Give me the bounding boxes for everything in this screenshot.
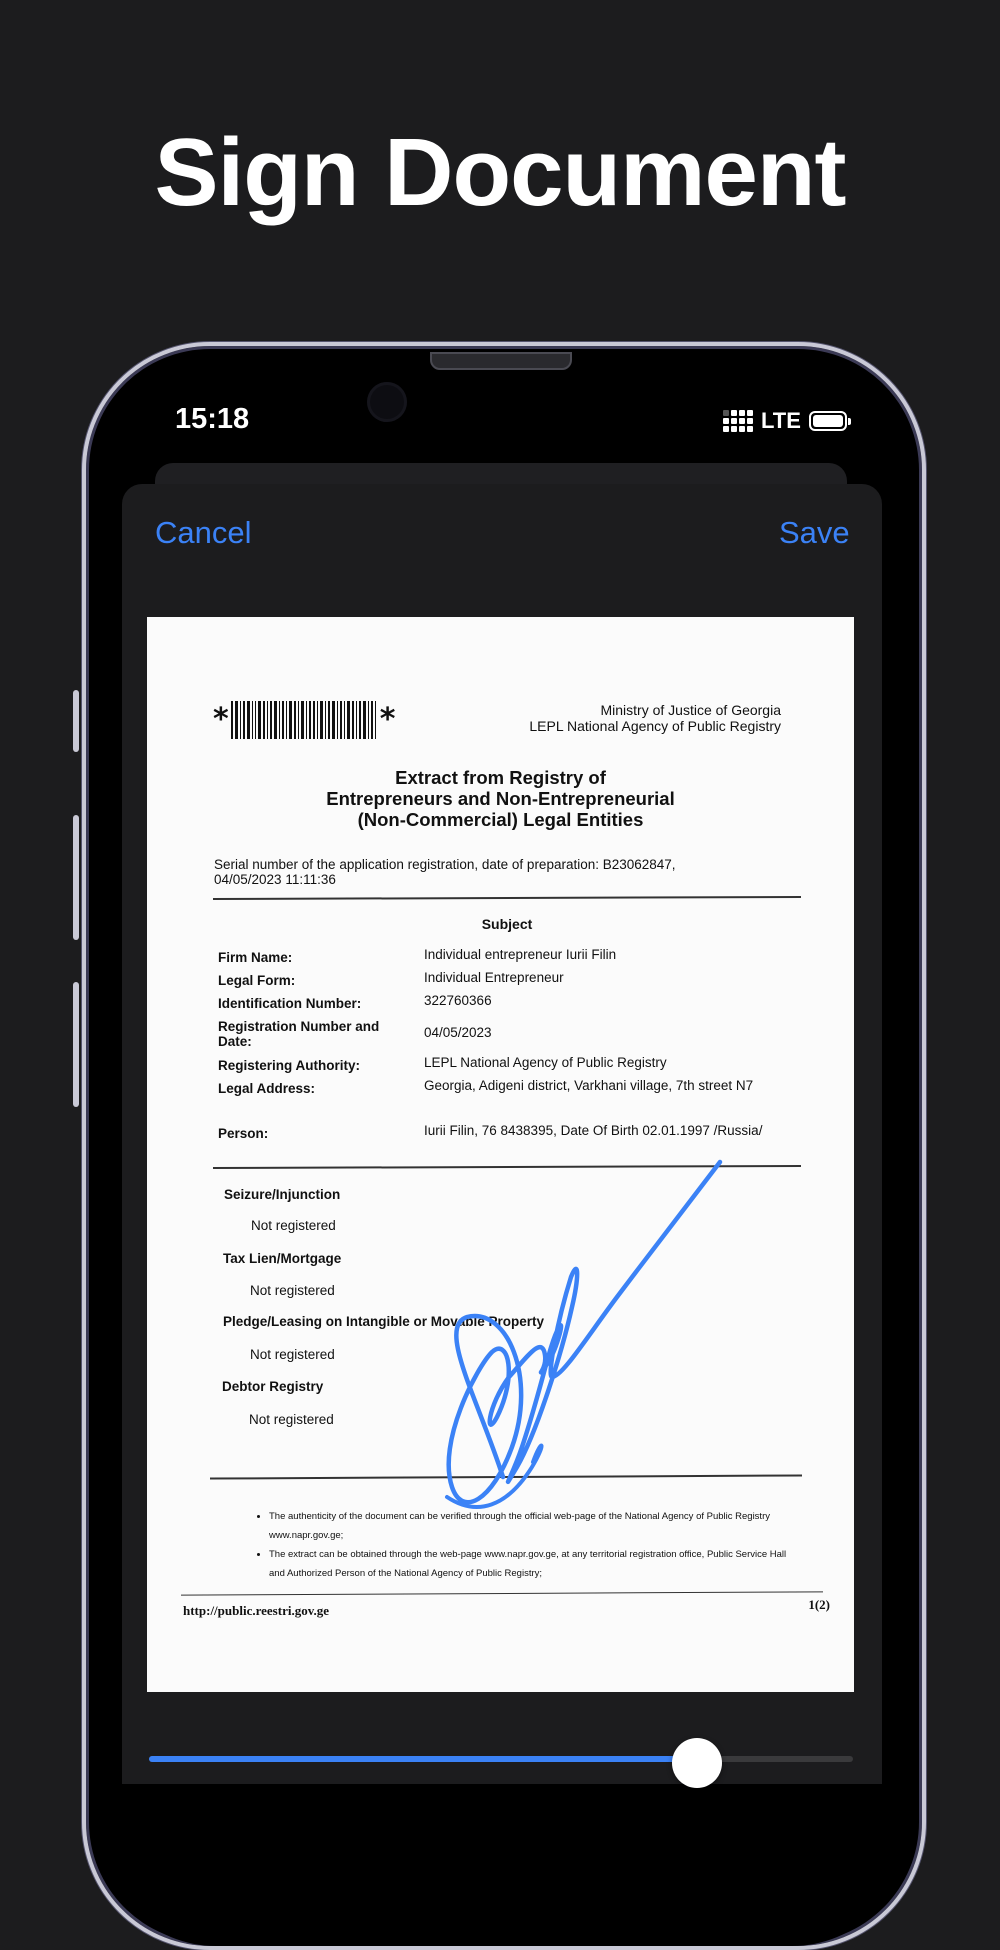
slider-fill [149, 1756, 697, 1762]
issuer-block [529, 702, 781, 734]
slider-thumb[interactable] [672, 1738, 722, 1788]
section-status: Not registered [251, 1218, 336, 1233]
section-status: Not registered [250, 1347, 335, 1362]
cancel-button[interactable]: Cancel [155, 515, 252, 550]
status-indicators [723, 408, 847, 434]
stroke-width-slider[interactable] [149, 1752, 853, 1762]
page-number: 1(2) [808, 1597, 830, 1612]
notes-list [229, 1507, 819, 1583]
divider [181, 1591, 823, 1595]
section-heading: Debtor Registry [222, 1379, 324, 1394]
document-title: Extract from Registry of Entrepreneurs and Non-Entrepreneurial (Non-Commercial) Legal Entities [326, 767, 675, 830]
section-status: Not registered [249, 1412, 334, 1427]
section-status: Not registered [250, 1283, 335, 1298]
status-time: 15:18 [175, 403, 250, 435]
list-item: • The extract can be obtained through the web-page www.napr.gov.ge, at any territorial registration office, Public Service Hall and Authorized Person of the National Agency of Public Registry; [269, 1545, 819, 1583]
save-button[interactable]: Save [779, 515, 850, 550]
issuer-line: Ministry of Justice of Georgia [600, 702, 781, 718]
divider [210, 1474, 802, 1479]
divider [213, 1165, 801, 1169]
list-item: • The authenticity of the document can be verified through the official web-page of the National Agency of Public Registry www.napr.gov.ge; [269, 1507, 819, 1545]
promo-headline: Sign Document [154, 119, 846, 226]
phone-volume-up-button [73, 815, 79, 940]
signal-icon [723, 410, 753, 432]
section-heading: Tax Lien/Mortgage [223, 1251, 342, 1266]
section-heading: Seizure/Injunction [224, 1187, 341, 1202]
earpiece-speaker [430, 352, 572, 370]
document-preview[interactable]: * * Ministry of Justice of Georgia LEPL National Agency of Public Registry Extract from Registry of Entrepreneurs and Non-Entrepreneurial (Non-Commercial) Legal Entities Serial number of the application registration, date of preparation: B23062847, 04/05/2023 11:11:36 Subject Firm Name: Individual entrepreneur Iurii Filin Legal Form: Individual Entrepreneur Identification Number: 322760366 Registration Number and Date: 04/05/2023 Registering Authority: LEPL National Agency of Public Registry Legal Address: Georgia, Adigeni district, Varkhani village, 7th street N7 Person: Iurii Filin, 76 8438395, Date Of Birth 02.01.1997 /Russia/ Seizure/Injunction Not registered Tax Lien/Mortgage Not registered Pledge/Leasing on Intangible or Movable Property Not registered Debtor Registry Not registered • The authenticity of the document can be verified through the official web-page of the National Agency of Public Registry www.napr.gov.ge; • The extract can be obtained through the web-page www.napr.gov.ge, at any territorial registration office, Public Service Hall and Authorized Person of the National Agency of Public Registry; http://public.reestri.gov.ge 1(2) [147, 617, 854, 1692]
serial-number: Serial number of the application registration, date of preparation: B23062847, 04/05/2023 11:11:36 [214, 857, 676, 887]
divider [213, 896, 801, 900]
barcode-bars [231, 701, 378, 739]
network-type: LTE [761, 408, 801, 433]
section-heading: Pledge/Leasing on Intangible or Movable Property [223, 1314, 545, 1329]
phone-volume-down-button [73, 982, 79, 1107]
phone-silent-switch [73, 690, 79, 752]
barcode: * * [213, 702, 396, 737]
issuer-line: LEPL National Agency of Public Registry [529, 718, 781, 734]
battery-icon [809, 411, 847, 431]
front-camera [367, 382, 407, 422]
subject-heading: Subject [481, 916, 533, 932]
footer-url: http://public.reestri.gov.ge [183, 1603, 330, 1618]
